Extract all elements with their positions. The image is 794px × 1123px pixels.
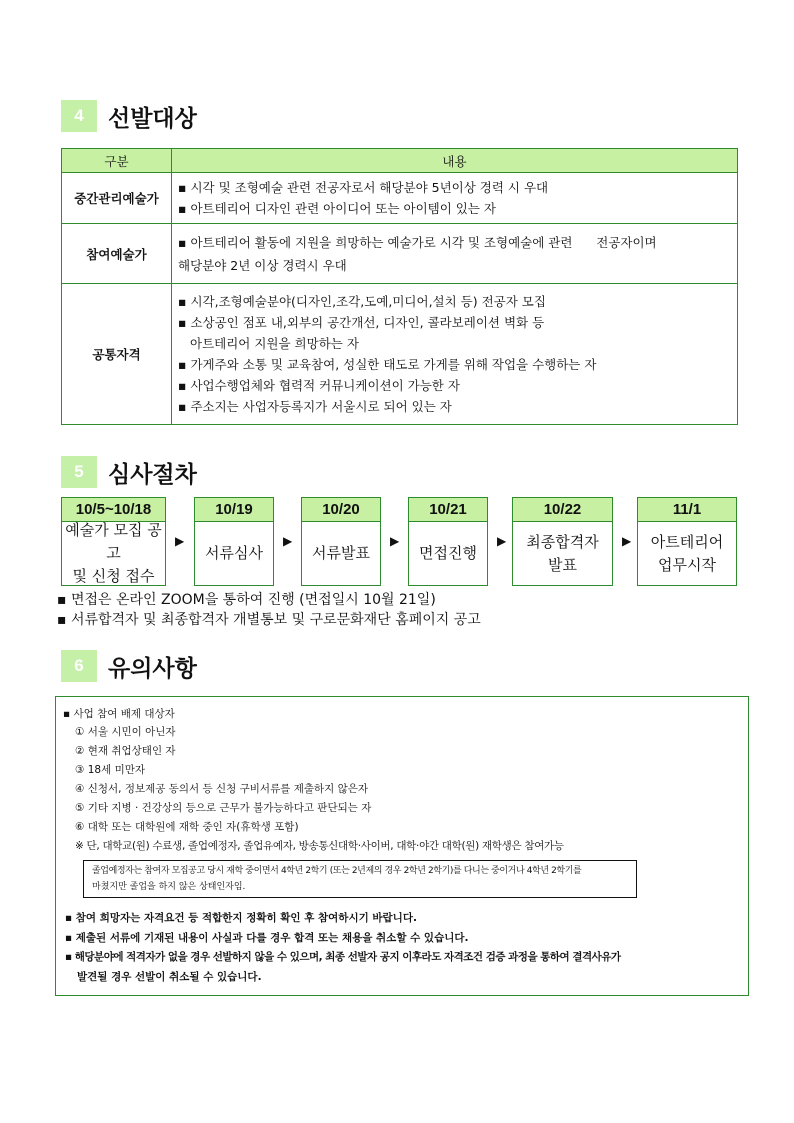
- step-date: 10/21: [409, 498, 487, 522]
- step-label: 아트테리어 업무시작: [650, 532, 724, 574]
- step-date: 10/5~10/18: [62, 498, 165, 522]
- section-4-heading: [61, 100, 197, 132]
- list-item: ▪ 해당분야에 적격자가 없을 경우 선발하지 않을 수 있으며, 최종 선발자 공지 이후라도 자격조건 검증 과정을 통하여 결격사유가: [65, 951, 621, 963]
- arrow-right-icon: ▶: [283, 534, 293, 548]
- list-item: ① 서울 시민이 아닌자: [75, 726, 176, 738]
- section-title: 유의사항: [108, 655, 197, 682]
- process-note: ▪ 서류합격자 및 최종합격자 개별통보 및 구로문화재단 홈페이지 공고: [57, 612, 481, 628]
- step-label: 최종합격자 발표: [526, 532, 599, 574]
- process-step: [512, 497, 613, 586]
- header-category: 구분: [62, 149, 172, 173]
- header-content: 내용: [172, 149, 738, 173]
- list-item: ⑥ 대학 또는 대학원에 재학 중인 자(휴학생 포함): [75, 821, 299, 833]
- list-item: ③ 18세 미만자: [75, 764, 146, 776]
- list-item-continued: 아트테리어 지원을 희망하는 자: [190, 336, 359, 351]
- step-date: 10/22: [513, 498, 612, 522]
- section-number: 6: [61, 650, 97, 682]
- process-note: ▪ 면접은 온라인 ZOOM을 통하여 진행 (면접일시 10월 21일): [57, 592, 436, 608]
- row-content: [172, 173, 738, 224]
- process-step: [408, 497, 488, 586]
- row-category: 공통자격: [62, 284, 172, 425]
- exclusion-list: [75, 723, 564, 856]
- step-date: 10/20: [302, 498, 380, 522]
- section-6-heading: [61, 650, 197, 682]
- graduation-note-box: [83, 860, 637, 898]
- list-item: ▪ 가게주와 소통 및 교육참여, 성실한 태도로 가게를 위해 작업을 수행하는 자: [178, 354, 731, 375]
- arrow-right-icon: ▶: [390, 534, 400, 548]
- arrow-right-icon: ▶: [497, 534, 507, 548]
- caution-footer: [65, 909, 621, 987]
- list-item: ▪ 시각 및 조형예술 관련 전공자로서 해당분야 5년이상 경력 시 우대: [178, 177, 731, 198]
- note-line: 마쳤지만 졸업을 하지 않은 상태인자임.: [92, 882, 246, 892]
- section-number: 5: [61, 456, 97, 488]
- list-item: ▪ 시각,조형예술분야(디자인,조각,도예,미디어,설치 등) 전공자 모집: [178, 291, 731, 312]
- list-item-continued: 해당분야 2년 이상 경력시 우대: [178, 257, 347, 273]
- row-category: 참여예술가: [62, 224, 172, 284]
- list-item: ▪ 사업수행업체와 협력적 커뮤니케이션이 가능한 자: [178, 375, 731, 396]
- list-item: ※ 단, 대학교(원) 수료생, 졸업예정자, 졸업유예자, 방송통신대학·사이버, 대학·야간 대학(원) 재학생은 참여가능: [75, 840, 564, 852]
- list-item: ▪ 아트테리어 활동에 지원을 희망하는 예술가로 시각 및 조형예술에 관련 전공자이며: [178, 231, 731, 254]
- step-label: 면접진행: [419, 544, 477, 562]
- section-number: 4: [61, 100, 97, 132]
- step-label: 서류발표: [312, 544, 370, 562]
- list-item: ▪ 소상공인 점포 내,외부의 공간개선, 디자인, 콜라보레이션 벽화 등: [178, 312, 731, 333]
- list-item: ⑤ 기타 지병 · 건강상의 등으로 근무가 불가능하다고 판단되는 자: [75, 802, 372, 814]
- section-5-heading: [61, 456, 197, 488]
- row-content: [172, 224, 738, 284]
- step-label: 서류심사: [205, 544, 263, 562]
- section-title: 심사절차: [108, 461, 197, 488]
- arrow-right-icon: ▶: [622, 534, 632, 548]
- table-row: [62, 284, 738, 425]
- row-category: 중간관리예술가: [62, 173, 172, 224]
- row-content: [172, 284, 738, 425]
- step-date: 11/1: [638, 498, 736, 522]
- list-item: ▪ 아트테리어 디자인 관련 아이디어 또는 아이템이 있는 자: [178, 198, 731, 219]
- list-item: ▪ 참여 희망자는 자격요건 등 적합한지 정확히 확인 후 참여하시기 바랍니다.: [65, 912, 417, 924]
- arrow-right-icon: ▶: [175, 534, 185, 548]
- step-date: 10/19: [195, 498, 273, 522]
- process-step: [194, 497, 274, 586]
- table-row: [62, 224, 738, 284]
- table-row: [62, 173, 738, 224]
- table-header-row: [62, 149, 738, 173]
- note-line: 졸업예정자는 참여자 모집공고 당시 재학 중이면서 4학년 2학기 (또는 2년제의 경우 2학년 2학기)를 다니는 중이거나 4학년 2학기를: [92, 866, 582, 876]
- cautions-box: [55, 696, 749, 996]
- list-item-continued: 발견될 경우 선발이 취소될 수 있습니다.: [77, 970, 262, 983]
- step-label: 예술가 모집 공고 및 신청 접수: [65, 521, 162, 585]
- list-item: ▪ 제출된 서류에 기재된 내용이 사실과 다를 경우 합격 또는 채용을 취소할 수 있습니다.: [65, 931, 469, 944]
- eligibility-table: [61, 148, 738, 425]
- section-title: 선발대상: [108, 105, 197, 132]
- process-step: [301, 497, 381, 586]
- list-item: ② 현재 취업상태인 자: [75, 745, 176, 757]
- process-step: [61, 497, 166, 586]
- list-item: ④ 신청서, 정보제공 동의서 등 신청 구비서류를 제출하지 않은자: [75, 783, 369, 795]
- list-item: ▪ 주소지는 사업자등록지가 서울시로 되어 있는 자: [178, 396, 731, 417]
- exclusion-heading: ▪ 사업 참여 배제 대상자: [63, 708, 175, 720]
- process-step: [637, 497, 737, 586]
